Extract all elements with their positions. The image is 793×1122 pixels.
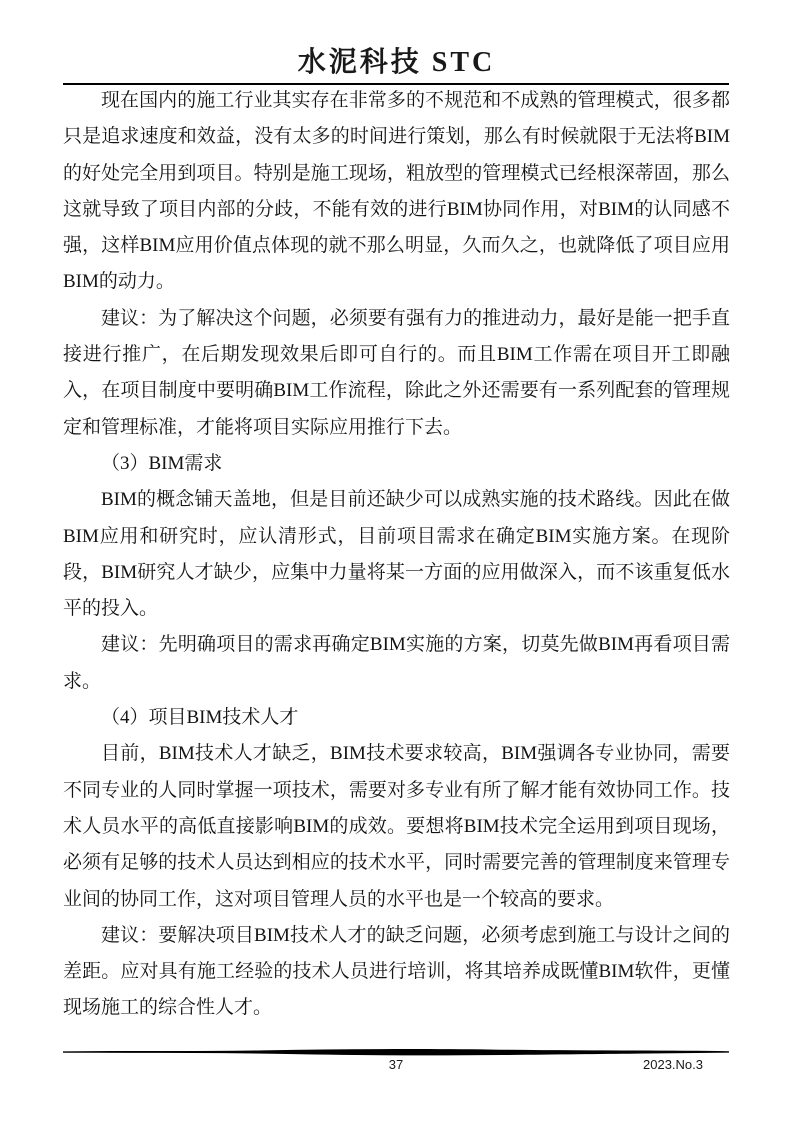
paragraph: 建议：要解决项目BIM技术人才的缺乏问题，必须考虑到施工与设计之间的差距。应对具有施工经验的技术人员进行培训，将其培养成既懂BIM软件，更懂现场施工的综合性人才。	[63, 924, 730, 1019]
paragraph: 建议：先明确项目的需求再确定BIM实施的方案，切莫先做BIM再看项目需求。	[63, 634, 730, 692]
footer-rule	[63, 1048, 729, 1056]
paragraph: 目前，BIM技术人才缺乏，BIM技术要求较高，BIM强调各专业协同，需要不同专业的人同时掌握一项技术，需要对多专业有所了解才能有效协同工作。技术人员水平的高低直接影响BIM的成效。要想将BIM技术完全运用到项目现场，必须有足够的技术人员达到相应的技术水平，同时需要完善的管理制度来管理专业间的协同工作，这对项目管理人员的水平也是一个较高的要求。	[63, 743, 730, 910]
page-number: 37	[388, 1057, 404, 1072]
article-body	[63, 83, 730, 1027]
paragraph: BIM的概念铺天盖地，但是目前还缺少可以成熟实施的技术路线。因此在做BIM应用和研究时，应认清形式，目前项目需求在确定BIM实施方案。在现阶段，BIM研究人才缺少，应集中力量将某一方面的应用做深入，而不该重复低水平的投入。	[63, 489, 730, 620]
section-heading: （3）BIM需求	[101, 452, 223, 474]
issue-number: 2023.No.3	[643, 1057, 703, 1072]
journal-title: 水泥科技 STC	[297, 47, 496, 78]
paragraph: 现在国内的施工行业其实存在非常多的不规范和不成熟的管理模式，很多都只是追求速度和效益，没有太多的时间进行策划，那么有时候就限于无法将BIM的好处完全用到项目。特别是施工现场，粗放型的管理模式已经根深蒂固，那么这就导致了项目内部的分歧，不能有效的进行BIM协同作用，对BIM的认同感不强，这样BIM应用价值点体现的就不那么明显，久而久之，也就降低了项目应用BIM的动力。	[63, 90, 730, 293]
section-heading: （4）项目BIM技术人才	[101, 707, 299, 729]
paragraph: 建议：为了解决这个问题，必须要有强有力的推进动力，最好是能一把手直接进行推广，在后期发现效果后即可自行的。而且BIM工作需在项目开工即融入，在项目制度中要明确BIM工作流程，除此之外还需要有一系列配套的管理规定和管理标准，才能将项目实际应用推行下去。	[63, 307, 730, 438]
